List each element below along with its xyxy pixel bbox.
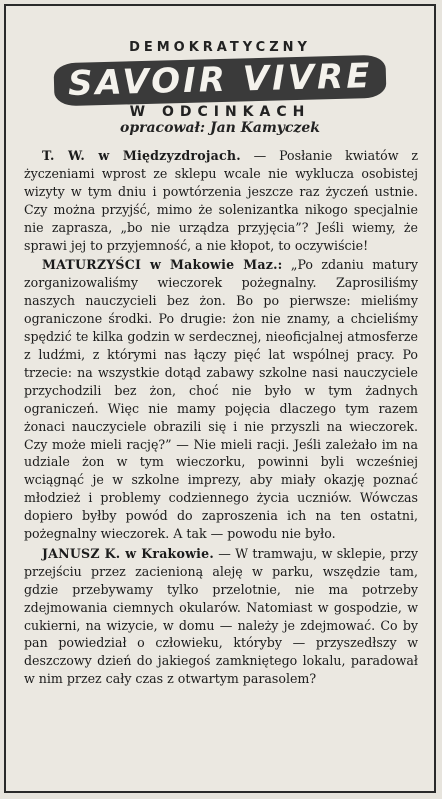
letter-addressee: JANUSZ K. w Krakowie. [42, 545, 214, 561]
letter-answer-1 [24, 147, 418, 254]
article-frame [4, 4, 436, 793]
header-kicker: DEMOKRATYCZNY [129, 40, 311, 55]
letter-body: — W tramwaju, w sklepie, przy przejściu przez zacienioną aleję w parku, wszędzie tam, gdzie przebywamy tylko przelotnie, nie ma potrzeby zdejmowania ciemnych okularów. Natomiast w gospodzie, w cukierni, na wizycie, w domu — należy je zdejmować. Co by pan powiedział o człowieku, któryby — przyszedłszy w deszczowy dzień do jakiegoś zamkniętego lokalu, paradował w nim przez cały czas z otwartym parasolem? [24, 545, 418, 687]
letter-addressee: MATURZYŚCI w Makowie Maz.: [42, 257, 283, 273]
header-subtitle: W ODCINKACH [129, 104, 311, 120]
header-title-banner [53, 55, 386, 107]
header-byline: opracował: Jan Kamyczek [119, 120, 320, 136]
letter-addressee: T. W. w Międzyzdrojach. [42, 148, 241, 163]
letter-answer-2 [24, 256, 418, 543]
header-title: SAVOIR VIVRE [67, 56, 373, 104]
letters-column [24, 147, 418, 690]
letter-body: „Po zdaniu matury zorganizowaliśmy wieczorek pożegnalny. Zaprosiliśmy naszych nauczycieli bez żon. Bo po pierwsze: mieliśmy ograniczone środki. Po drugie: żon nie znamy, a chcieliśmy spędzić te kilka godzin w serdecznej, nieoficjalnej atmosferze z ludźmi, z którymi nas łączy pięć lat wspólnej pracy. Po trzecie: na wszystkie dotąd zabawy szkolne nasi nauczyciele przychodzili bez żon, choć nie było w tym żadnych ograniczeń. Więc nie mamy pojęcia dlaczego tym razem żonaci nauczyciele obrazili się i nie przyszli na wieczorek. Czy może mieli rację?” — Nie mieli racji. Jeśli zależało im na udziale żon w tym wieczorku, powinni byli wcześniej wciągnąć je w szkolne imprezy, aby miały okazję poznać młodzież i problemy codziennego życia uczniów. Wówczas dopiero byłby powód do zaproszenia ich na ten ostatni, pożegnalny wieczorek. A tak — powodu nie było. [24, 257, 418, 542]
letter-answer-3 [24, 545, 418, 688]
column-header [6, 14, 434, 140]
letter-body: — Posłanie kwiatów z życzeniami wprost ze sklepu wcale nie wyklucza osobistej wizyty w tym dniu i powtórzenia jeszcze raz życzeń ustnie. Czy można przyjść, mimo że solenizantka nikogo specjalnie nie zaprasza, „bo nie urządza przyjęcia”? Jeśli wiemy, że sprawi jej to przyjemność, a nie kłopot, to oczywiście! [24, 148, 418, 253]
